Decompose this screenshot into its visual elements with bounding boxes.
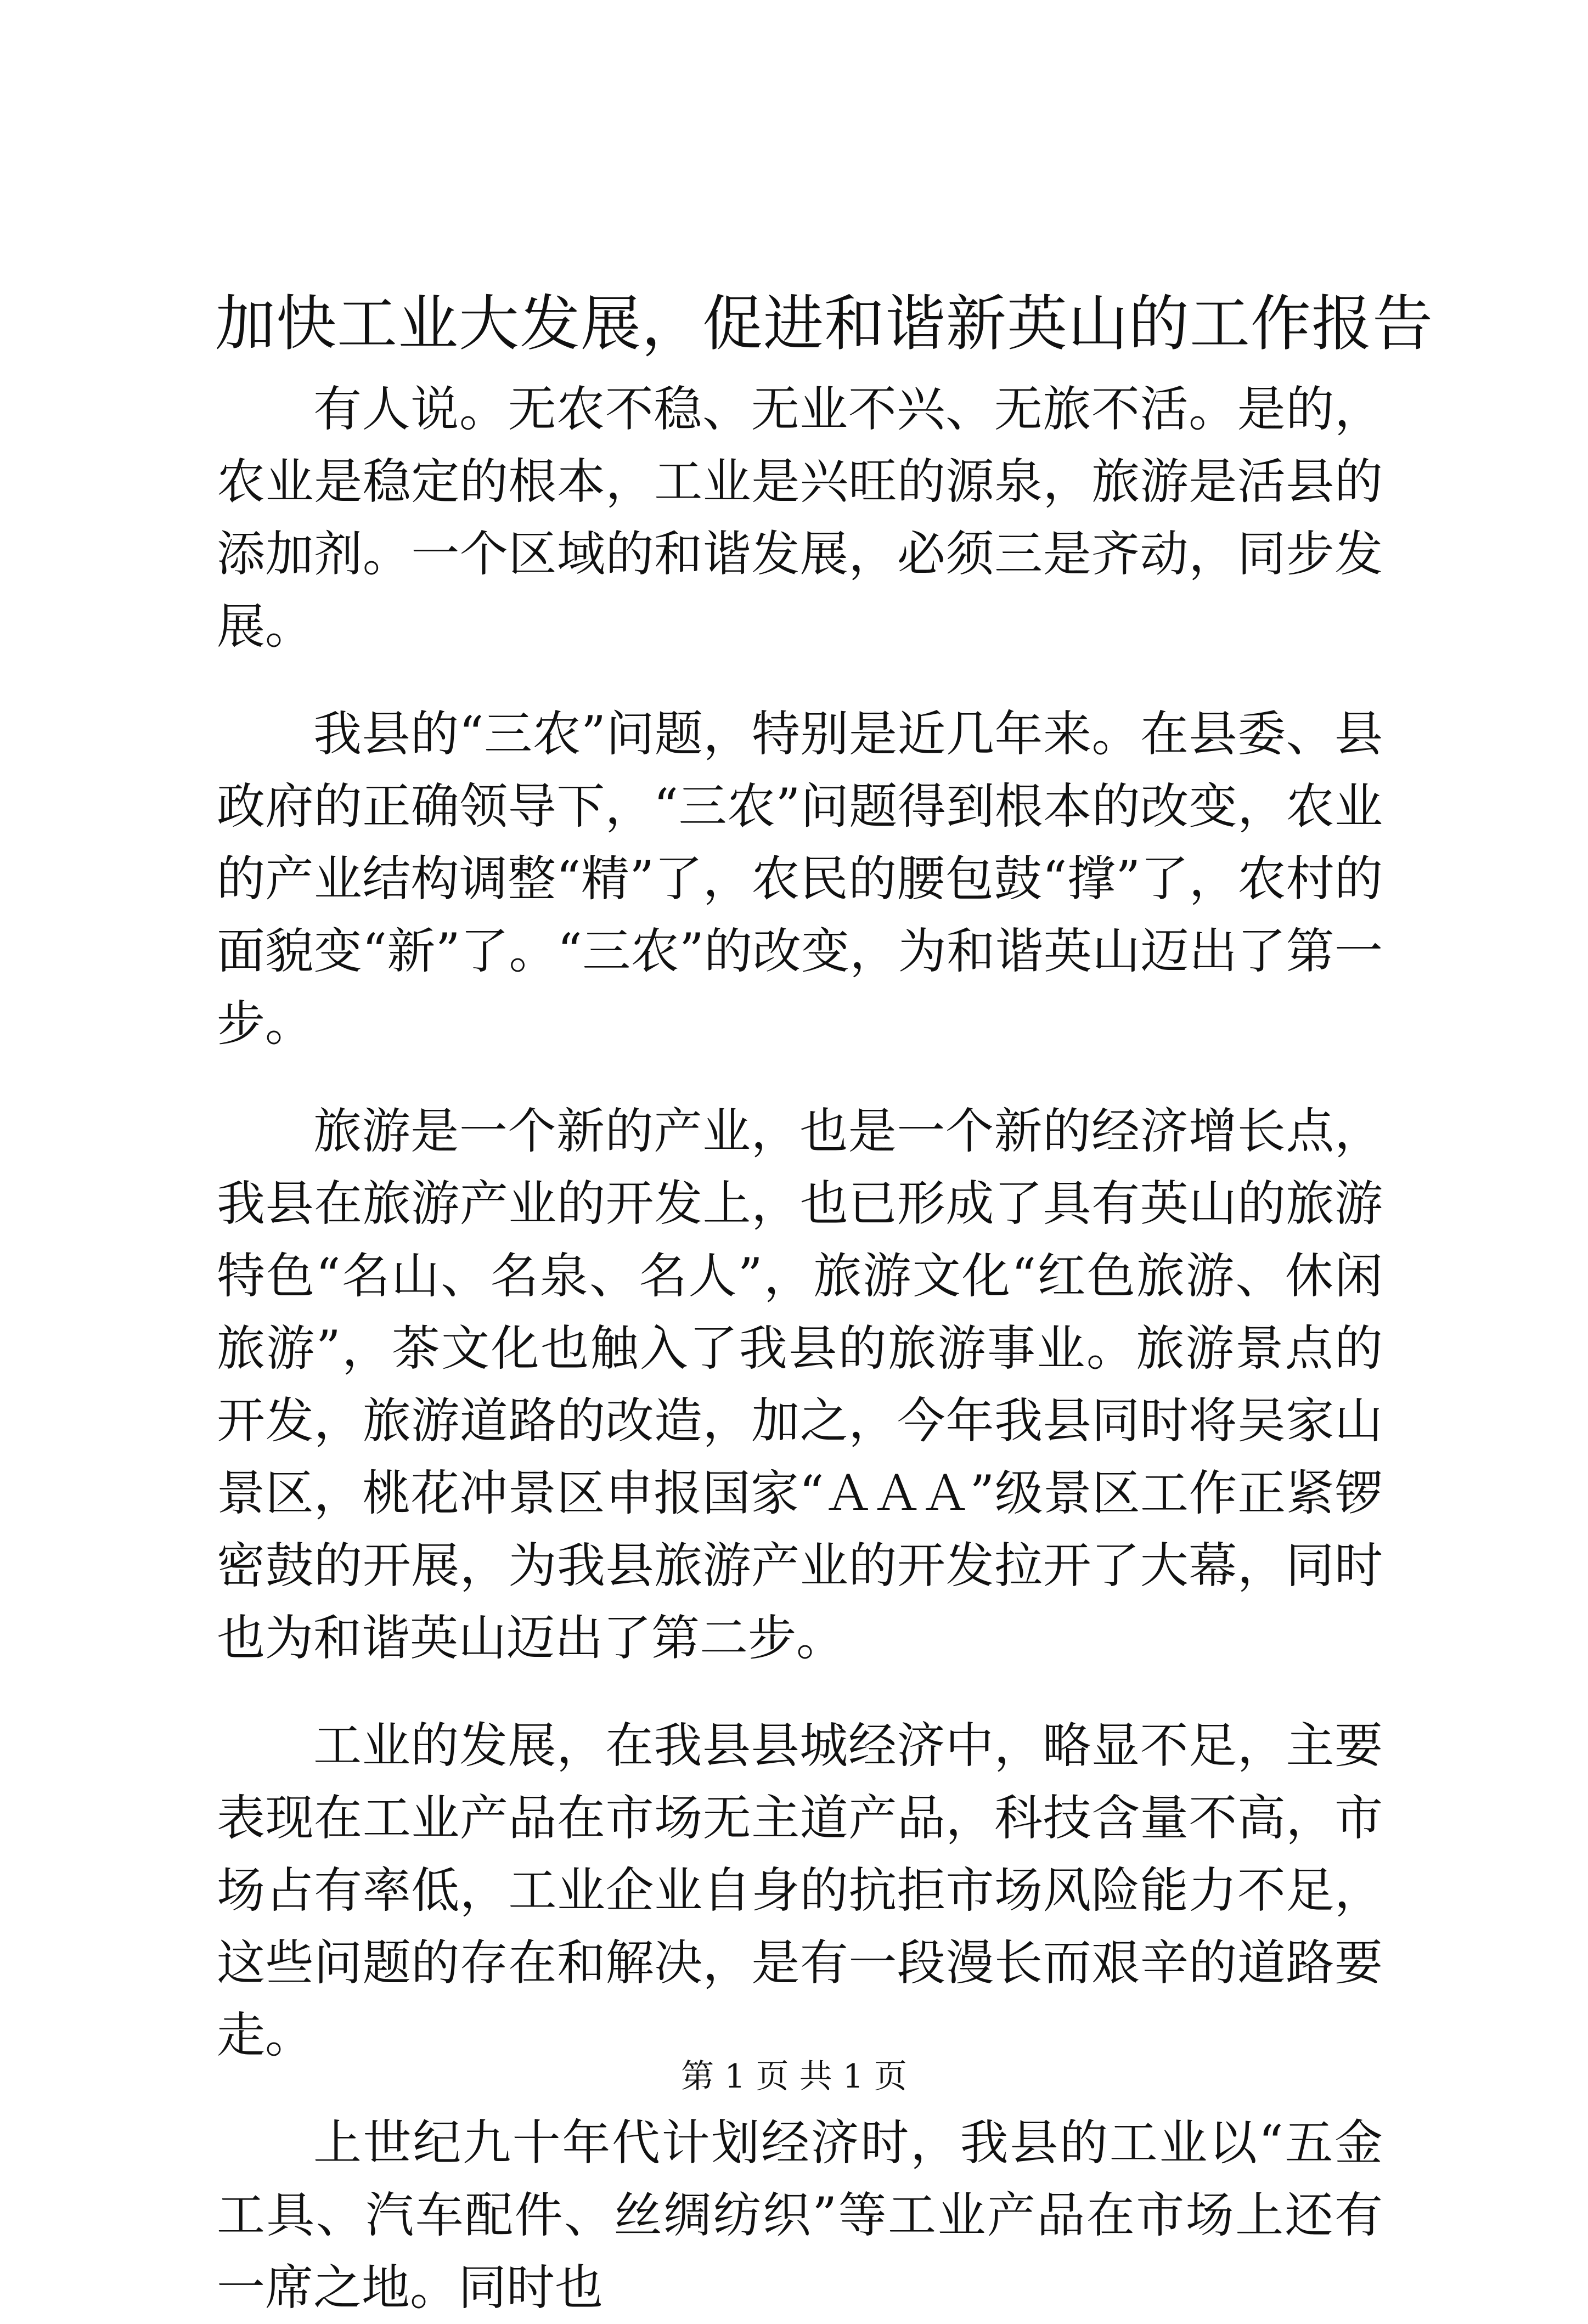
- document-body: [217, 373, 1383, 2324]
- paragraph: 有人说。无农不稳、无业不兴、无旅不活。是的，农业是稳定的根本，工业是兴旺的源泉，旅游是活县的添加剂。一个区域的和谐发展，必须三是齐动，同步发展。: [217, 381, 1383, 655]
- paragraph: 工业的发展，在我县县城经济中，略显不足，主要表现在工业产品在市场无主道产品，科技含量不高，市场占有率低，工业企业自身的抗拒市场风险能力不足，这些问题的存在和解决，是有一段漫长而艰辛的道路要走。: [217, 1717, 1383, 2063]
- page-footer: 第 1 页 共 1 页: [681, 2057, 907, 2096]
- paragraph: 上世纪九十年代计划经济时，我县的工业以“五金工具、汽车配件、丝绸纺织”等工业产品在市场上还有一席之地。同时也: [217, 2114, 1383, 2316]
- paragraph: 我县的“三农”问题，特别是近几年来。在县委、县政府的正确领导下，“三农”问题得到根本的改变，农业的产业结构调整“精”了，农民的腰包鼓“撑”了，农村的面貌变“新”了。“三农”的改变，为和谐英山迈出了第一步。: [217, 706, 1383, 1052]
- paragraph: 旅游是一个新的产业，也是一个新的经济增长点，我县在旅游产业的开发上，也已形成了具有英山的旅游特色“名山、名泉、名人”，旅游文化“红色旅游、休闲旅游”，茶文化也触入了我县的旅游事业。旅游景点的开发，旅游道路的改造，加之，今年我县同时将吴家山景区，桃花冲景区申报国家“ＡＡＡ”级景区工作正紧锣密鼓的开展，为我县旅游产业的开发拉开了大幕，同时也为和谐英山迈出了第二步。: [217, 1103, 1383, 1666]
- document-title: 加快工业大发展，促进和谐新英山的工作报告: [215, 289, 1433, 359]
